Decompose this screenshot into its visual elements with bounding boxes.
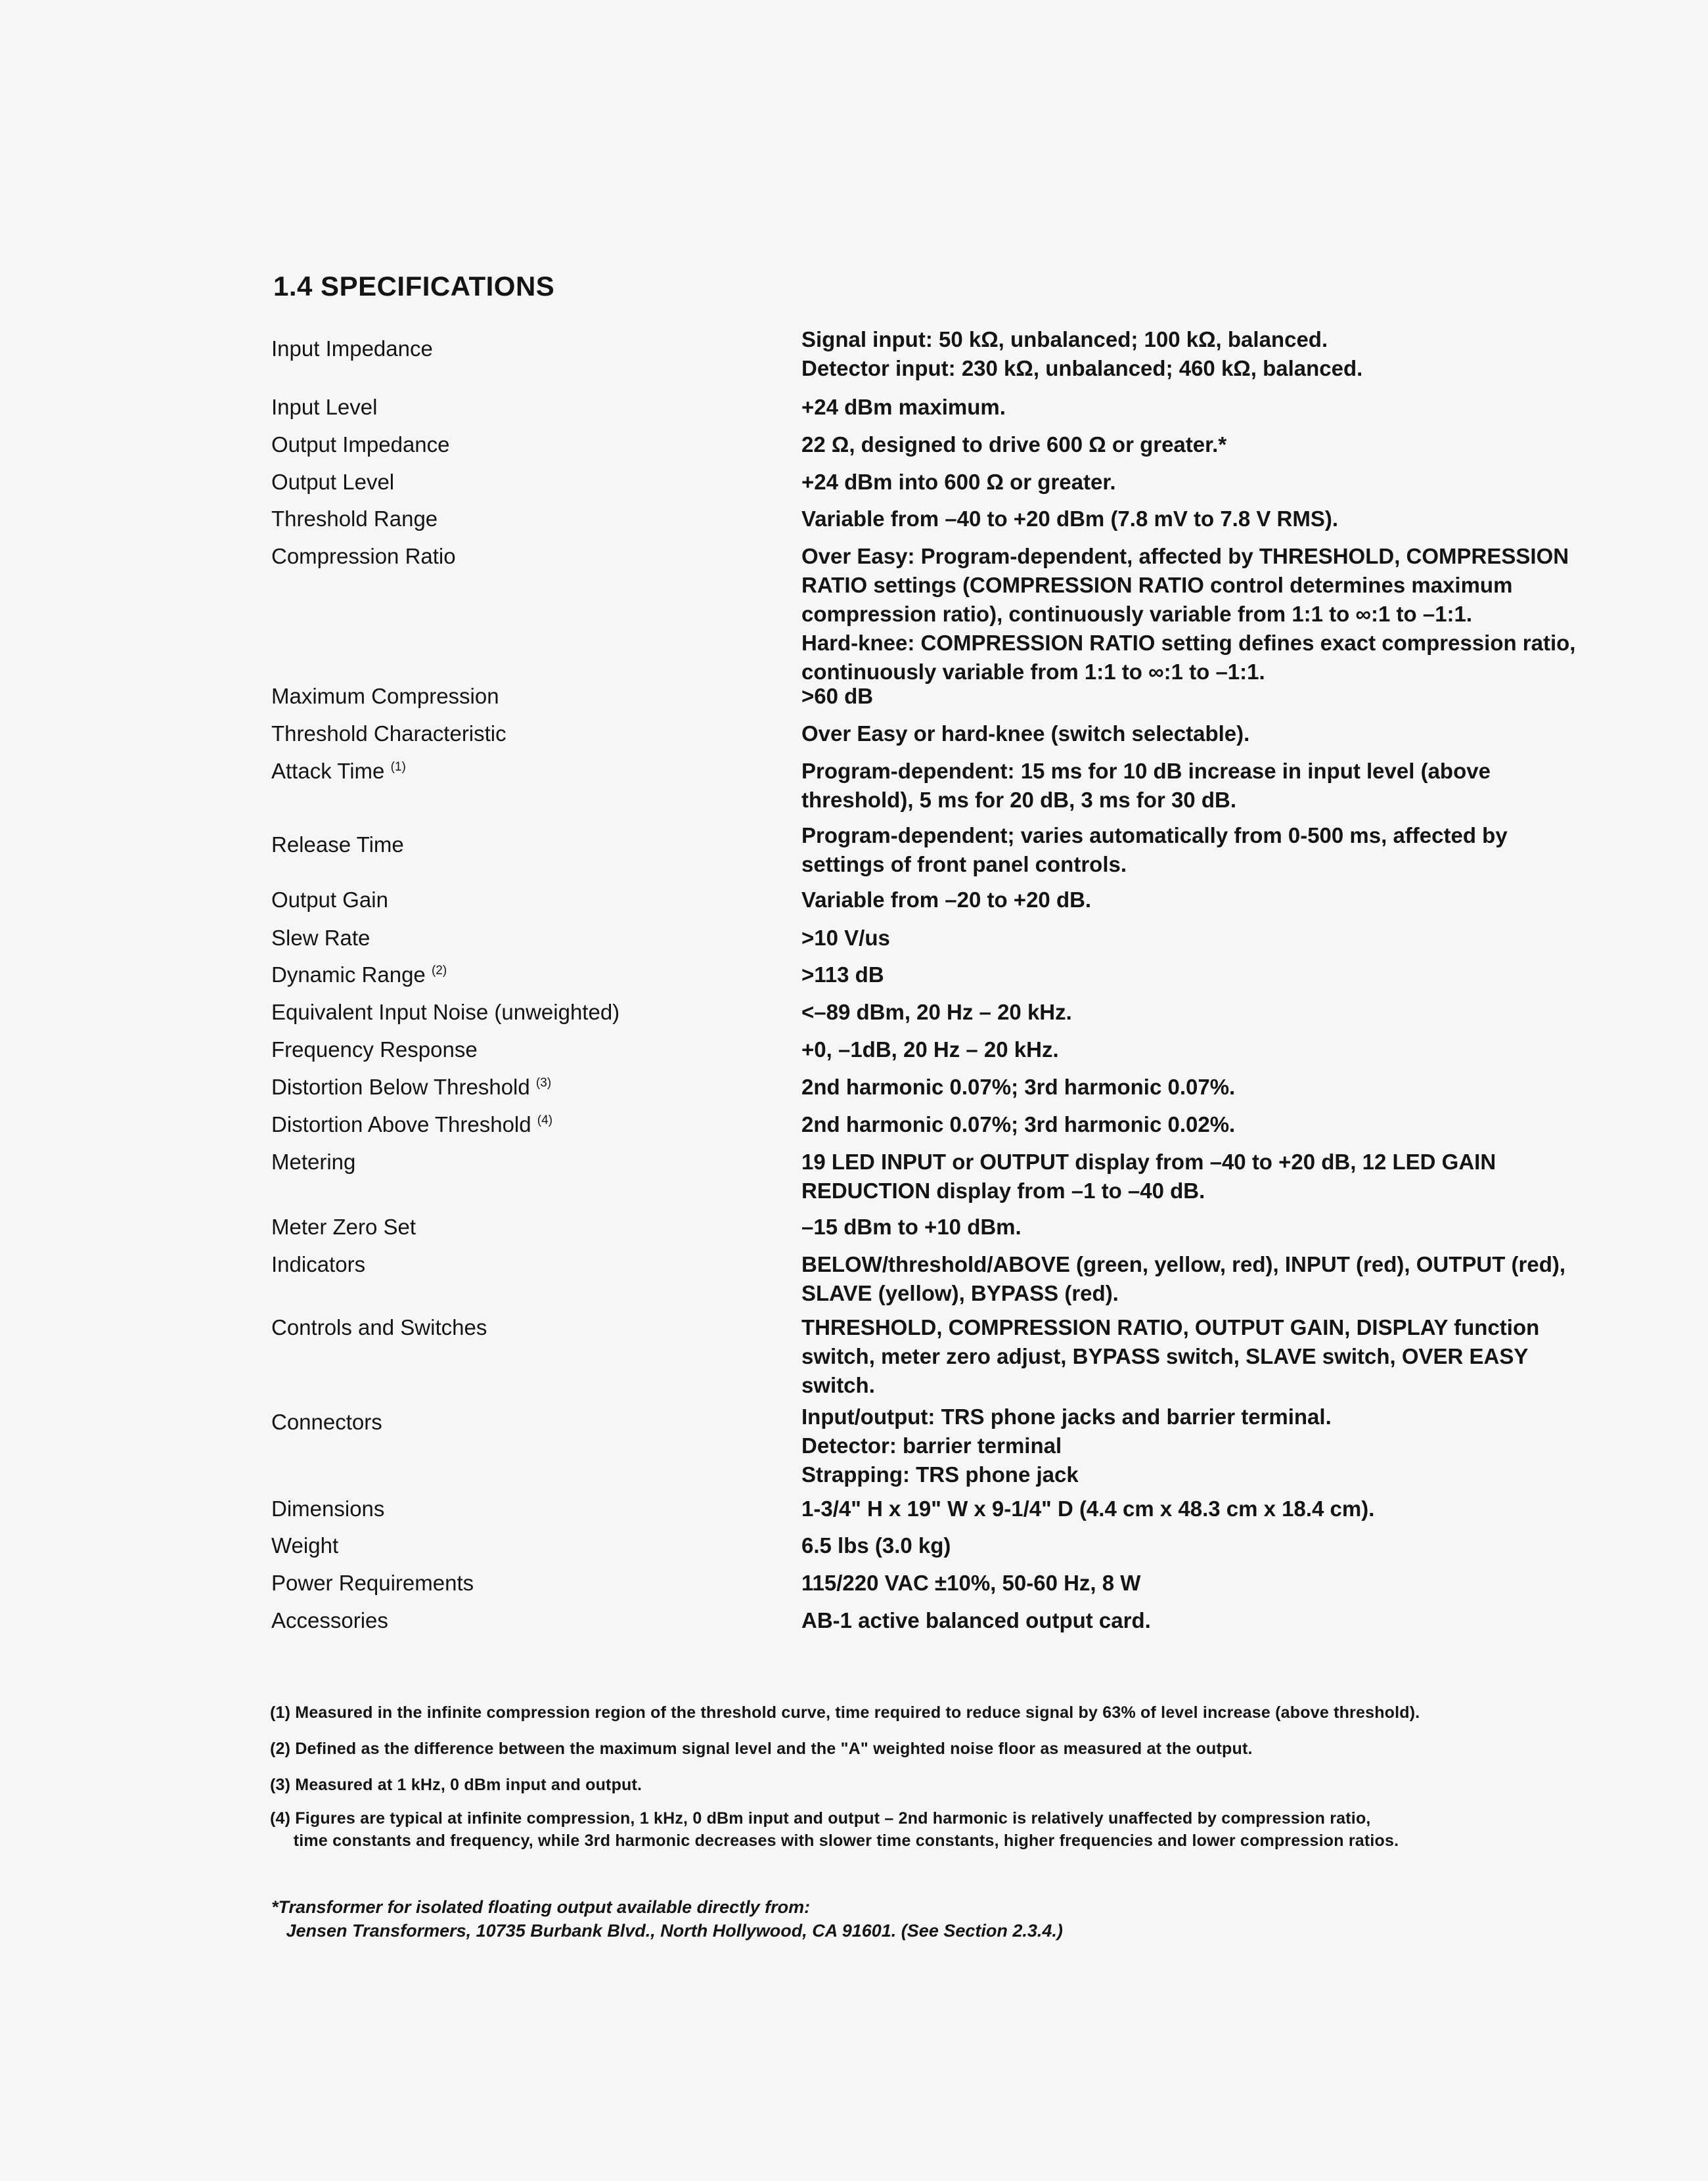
spec-label-text: Indicators	[271, 1252, 366, 1276]
spec-label	[271, 468, 394, 497]
footnote: (4) Figures are typical at infinite compression, 1 kHz, 0 dBm input and output – 2nd harmonic is relatively unaffected by compression ratio, time constants and frequency, while 3rd harmonic decreases with slower time constants, higher frequencies and lower compression ratios.	[270, 1809, 1399, 1850]
spec-value: 19 LED INPUT or OUTPUT display from –40 to +20 dB, 12 LED GAIN REDUCTION display from –1 to –40 dB.	[801, 1150, 1496, 1203]
spec-label	[271, 1606, 388, 1635]
spec-label	[271, 1531, 338, 1560]
spec-label-text: Distortion Above Threshold	[271, 1112, 531, 1136]
spec-label-text: Controls and Switches	[271, 1315, 487, 1339]
spec-label-text: Maximum Compression	[271, 684, 499, 708]
spec-label-text: Accessories	[271, 1608, 388, 1632]
spec-label-text: Connectors	[271, 1410, 382, 1434]
spec-label-text: Equivalent Input Noise (unweighted)	[271, 1000, 620, 1024]
spec-label	[271, 682, 499, 711]
spec-value: 22 Ω, designed to drive 600 Ω or greater.*	[801, 432, 1227, 457]
spec-value: 2nd harmonic 0.07%; 3rd harmonic 0.02%.	[801, 1112, 1236, 1136]
spec-value: Variable from –40 to +20 dBm (7.8 mV to 7.8 V RMS).	[801, 506, 1339, 531]
spec-label	[271, 998, 619, 1027]
spec-label	[271, 1250, 365, 1279]
page-title: 1.4 SPECIFICATIONS	[273, 271, 555, 302]
spec-value: Program-dependent; varies automatically from 0-500 ms, affected by settings of front panel controls.	[801, 823, 1508, 876]
spec-value: BELOW/threshold/ABOVE (green, yellow, red), INPUT (red), OUTPUT (red), SLAVE (yellow), BYPASS (red).	[801, 1252, 1566, 1305]
spec-value: +0, –1dB, 20 Hz – 20 kHz.	[801, 1037, 1059, 1062]
spec-value: 1-3/4" H x 19" W x 9-1/4" D (4.4 cm x 48.3 cm x 18.4 cm).	[801, 1496, 1375, 1521]
footnote-ref: (1)	[390, 760, 406, 774]
spec-label	[271, 886, 388, 914]
spec-label	[271, 960, 447, 989]
spec-label	[271, 757, 406, 786]
spec-label-text: Output Impedance	[271, 432, 450, 457]
spec-label-text: Compression Ratio	[271, 544, 456, 568]
spec-label-text: Slew Rate	[271, 926, 371, 950]
spec-value: Program-dependent: 15 ms for 10 dB increase in input level (above threshold), 5 ms for 20 dB, 3 ms for 30 dB.	[801, 759, 1491, 812]
spec-value: >60 dB	[801, 684, 874, 708]
footnote-ref: (4)	[537, 1113, 553, 1127]
spec-value: +24 dBm maximum.	[801, 395, 1006, 419]
spec-value: 6.5 lbs (3.0 kg)	[801, 1533, 951, 1558]
spec-label	[271, 1148, 355, 1177]
spec-label	[271, 505, 438, 533]
spec-label	[271, 719, 506, 748]
spec-value: –15 dBm to +10 dBm.	[801, 1215, 1022, 1239]
spec-value: +24 dBm into 600 Ω or greater.	[801, 470, 1116, 494]
spec-value: THRESHOLD, COMPRESSION RATIO, OUTPUT GAIN, DISPLAY function switch, meter zero adjust, BYPASS switch, SLAVE switch, OVER EASY switch.	[801, 1315, 1540, 1397]
spec-label	[271, 1213, 416, 1242]
spec-label-text: Power Requirements	[271, 1571, 474, 1595]
spec-value: AB-1 active balanced output card.	[801, 1608, 1151, 1632]
spec-label-text: Output Level	[271, 470, 395, 494]
spec-label-text: Threshold Characteristic	[271, 721, 506, 746]
spec-value: Over Easy or hard-knee (switch selectable).	[801, 721, 1250, 746]
spec-label-text: Input Impedance	[271, 336, 433, 361]
footnote: (1) Measured in the infinite compression region of the threshold curve, time required to reduce signal by 63% of level increase (above threshold).	[270, 1703, 1420, 1722]
spec-label-text: Meter Zero Set	[271, 1215, 416, 1239]
spec-label-text: Input Level	[271, 395, 378, 419]
spec-label	[271, 830, 404, 859]
spec-label	[271, 334, 433, 363]
spec-value: >113 dB	[801, 962, 884, 987]
spec-label	[271, 1495, 384, 1523]
spec-value: Over Easy: Program-dependent, affected by THRESHOLD, COMPRESSION RATIO settings (COMPRESSION RATIO control determines maximum compression ratio), continuously variable from 1:1 to ∞:1 to –1:1. Hard-knee: COMPRESSION RATIO setting defines exact compression ratio, continuously variable from 1:1 to ∞:1 to –1:1.	[801, 544, 1576, 684]
footnote: (3) Measured at 1 kHz, 0 dBm input and output.	[270, 1776, 642, 1794]
spec-label	[271, 1035, 478, 1064]
spec-value: Input/output: TRS phone jacks and barrier terminal. Detector: barrier terminal Strapping: TRS phone jack	[801, 1405, 1332, 1487]
spec-value: >10 V/us	[801, 926, 890, 950]
spec-label-text: Metering	[271, 1150, 356, 1174]
footnote-ref: (2)	[431, 964, 447, 978]
spec-label-text: Threshold Range	[271, 506, 438, 531]
spec-label-text: Weight	[271, 1533, 339, 1558]
spec-label	[271, 1110, 552, 1139]
spec-value: 2nd harmonic 0.07%; 3rd harmonic 0.07%.	[801, 1075, 1236, 1099]
spec-label-text: Output Gain	[271, 888, 388, 912]
spec-label	[271, 542, 456, 571]
spec-value: Signal input: 50 kΩ, unbalanced; 100 kΩ, balanced. Detector input: 230 kΩ, unbalanced; 460 kΩ, balanced.	[801, 327, 1363, 380]
transformer-note: *Transformer for isolated floating output available directly from: Jensen Transformers, 10735 Burbank Blvd., North Hollywood, CA 91601. (See Section 2.3.4.)	[271, 1897, 1063, 1941]
spec-label-text: Frequency Response	[271, 1037, 478, 1062]
spec-label-text: Dynamic Range	[271, 962, 426, 987]
spec-label-text: Dimensions	[271, 1496, 385, 1521]
spec-label-text: Distortion Below Threshold	[271, 1075, 530, 1099]
spec-value: <–89 dBm, 20 Hz – 20 kHz.	[801, 1000, 1072, 1024]
spec-label	[271, 1408, 382, 1437]
spec-label	[271, 393, 377, 422]
spec-label	[271, 1073, 551, 1102]
spec-label-text: Release Time	[271, 832, 404, 857]
spec-label	[271, 1569, 474, 1598]
spec-value: Variable from –20 to +20 dB.	[801, 888, 1092, 912]
spec-label-text: Attack Time	[271, 759, 385, 783]
spec-label	[271, 1313, 487, 1342]
footnote-ref: (3)	[535, 1076, 552, 1090]
footnote: (2) Defined as the difference between the maximum signal level and the "A" weighted noise floor as measured at the output.	[270, 1740, 1253, 1758]
spec-label	[271, 430, 450, 459]
spec-value: 115/220 VAC ±10%, 50-60 Hz, 8 W	[801, 1571, 1141, 1595]
spec-label	[271, 924, 370, 953]
